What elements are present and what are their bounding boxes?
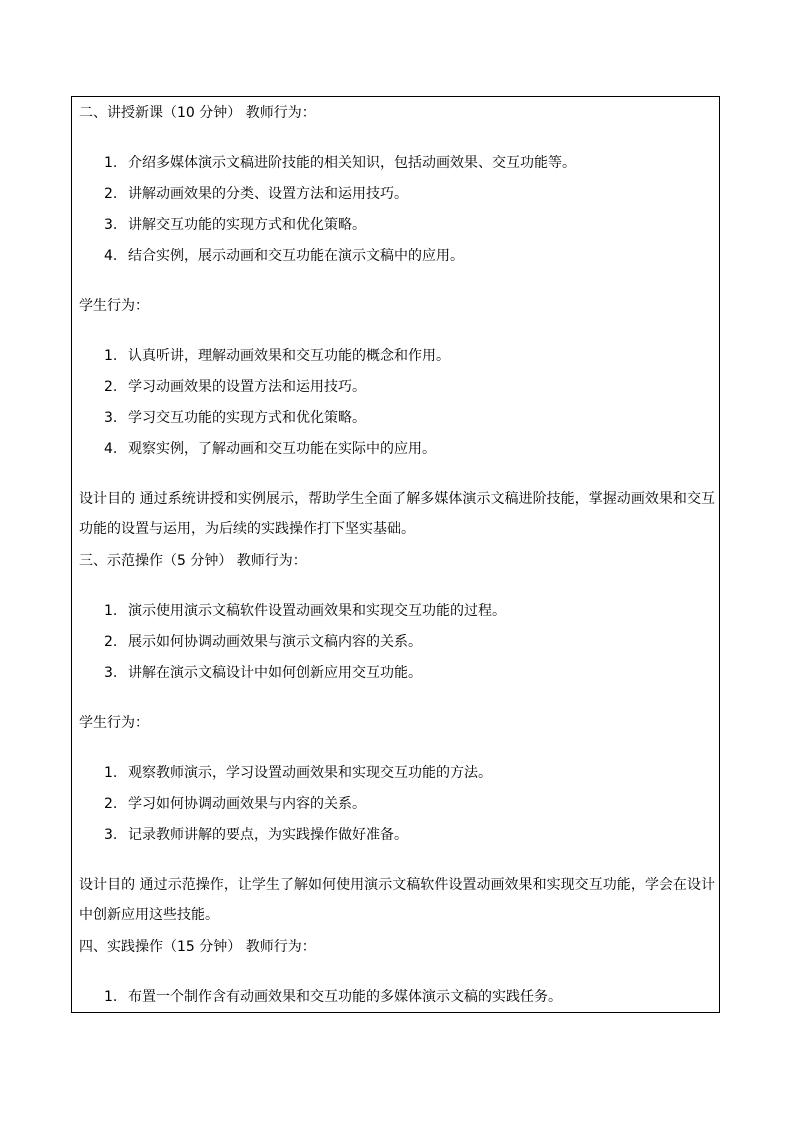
section-2-teacher-item-2 [104, 184, 408, 204]
item-number: 4. [104, 248, 118, 264]
section-3-heading: 三、示范操作（5 分钟） 教师行为： [79, 553, 307, 569]
section-2-student-item-3 [104, 408, 366, 428]
item-number: 1. [104, 603, 118, 619]
section-2-design-purpose: 设计目的 通过系统讲授和实例展示，帮助学生全面了解多媒体演示文稿进阶技能，掌握动画效果和交互功能的设置与运用，为后续的实践操作打下坚实基础。 [79, 491, 715, 537]
section-2-teacher-item-4 [104, 246, 464, 266]
item-number: 3. [104, 410, 118, 426]
item-text: 记录教师讲解的要点，为实践操作做好准备。 [128, 827, 408, 843]
section-3-teacher-item-3 [104, 663, 422, 683]
section-3-student-item-1 [104, 763, 492, 783]
item-number: 1. [104, 348, 118, 364]
section-2-student-item-2 [104, 377, 366, 397]
section-2-teacher-item-3 [104, 215, 366, 235]
item-text: 认真听讲，理解动画效果和交互功能的概念和作用。 [128, 348, 450, 364]
section-2-student-item-1 [104, 346, 450, 366]
item-text: 讲解在演示文稿设计中如何创新应用交互功能。 [128, 665, 422, 681]
section-3-design-purpose: 设计目的 通过示范操作，让学生了解如何使用演示文稿软件设置动画效果和实现交互功能，学会在设计中创新应用这些技能。 [79, 877, 715, 923]
item-number: 1. [104, 155, 118, 171]
section-2-student-label: 学生行为： [79, 298, 149, 314]
item-text: 演示使用演示文稿软件设置动画效果和实现交互功能的过程。 [128, 603, 506, 619]
item-number: 2. [104, 796, 118, 812]
item-text: 观察教师演示，学习设置动画效果和实现交互功能的方法。 [128, 765, 492, 781]
item-text: 布置一个制作含有动画效果和交互功能的多媒体演示文稿的实践任务。 [128, 989, 562, 1005]
section-3-teacher-item-2 [104, 632, 422, 652]
item-text: 学习交互功能的实现方式和优化策略。 [128, 410, 366, 426]
section-3-student-label: 学生行为： [79, 715, 149, 731]
section-2-student-item-4 [104, 439, 436, 459]
section-3-student-item-3 [104, 825, 408, 845]
item-text: 讲解动画效果的分类、设置方法和运用技巧。 [128, 186, 408, 202]
item-text: 讲解交互功能的实现方式和优化策略。 [128, 217, 366, 233]
item-text: 学习动画效果的设置方法和运用技巧。 [128, 379, 366, 395]
item-number: 4. [104, 441, 118, 457]
item-number: 2. [104, 634, 118, 650]
item-number: 1. [104, 989, 118, 1005]
section-3-teacher-item-1 [104, 601, 506, 621]
item-text: 展示如何协调动画效果与演示文稿内容的关系。 [128, 634, 422, 650]
section-4-teacher-item-1 [104, 987, 562, 1007]
item-text: 观察实例，了解动画和交互功能在实际中的应用。 [128, 441, 436, 457]
item-number: 2. [104, 186, 118, 202]
item-text: 结合实例，展示动画和交互功能在演示文稿中的应用。 [128, 248, 464, 264]
section-3-student-item-2 [104, 794, 366, 814]
item-number: 3. [104, 217, 118, 233]
item-text: 介绍多媒体演示文稿进阶技能的相关知识，包括动画效果、交互功能等。 [128, 155, 576, 171]
item-number: 3. [104, 665, 118, 681]
item-number: 3. [104, 827, 118, 843]
section-2-heading: 二、讲授新课（10 分钟） 教师行为： [79, 105, 316, 121]
item-number: 2. [104, 379, 118, 395]
section-2-teacher-item-1 [104, 153, 576, 173]
item-number: 1. [104, 765, 118, 781]
item-text: 学习如何协调动画效果与内容的关系。 [128, 796, 366, 812]
section-4-heading: 四、实践操作（15 分钟） 教师行为： [79, 939, 316, 955]
